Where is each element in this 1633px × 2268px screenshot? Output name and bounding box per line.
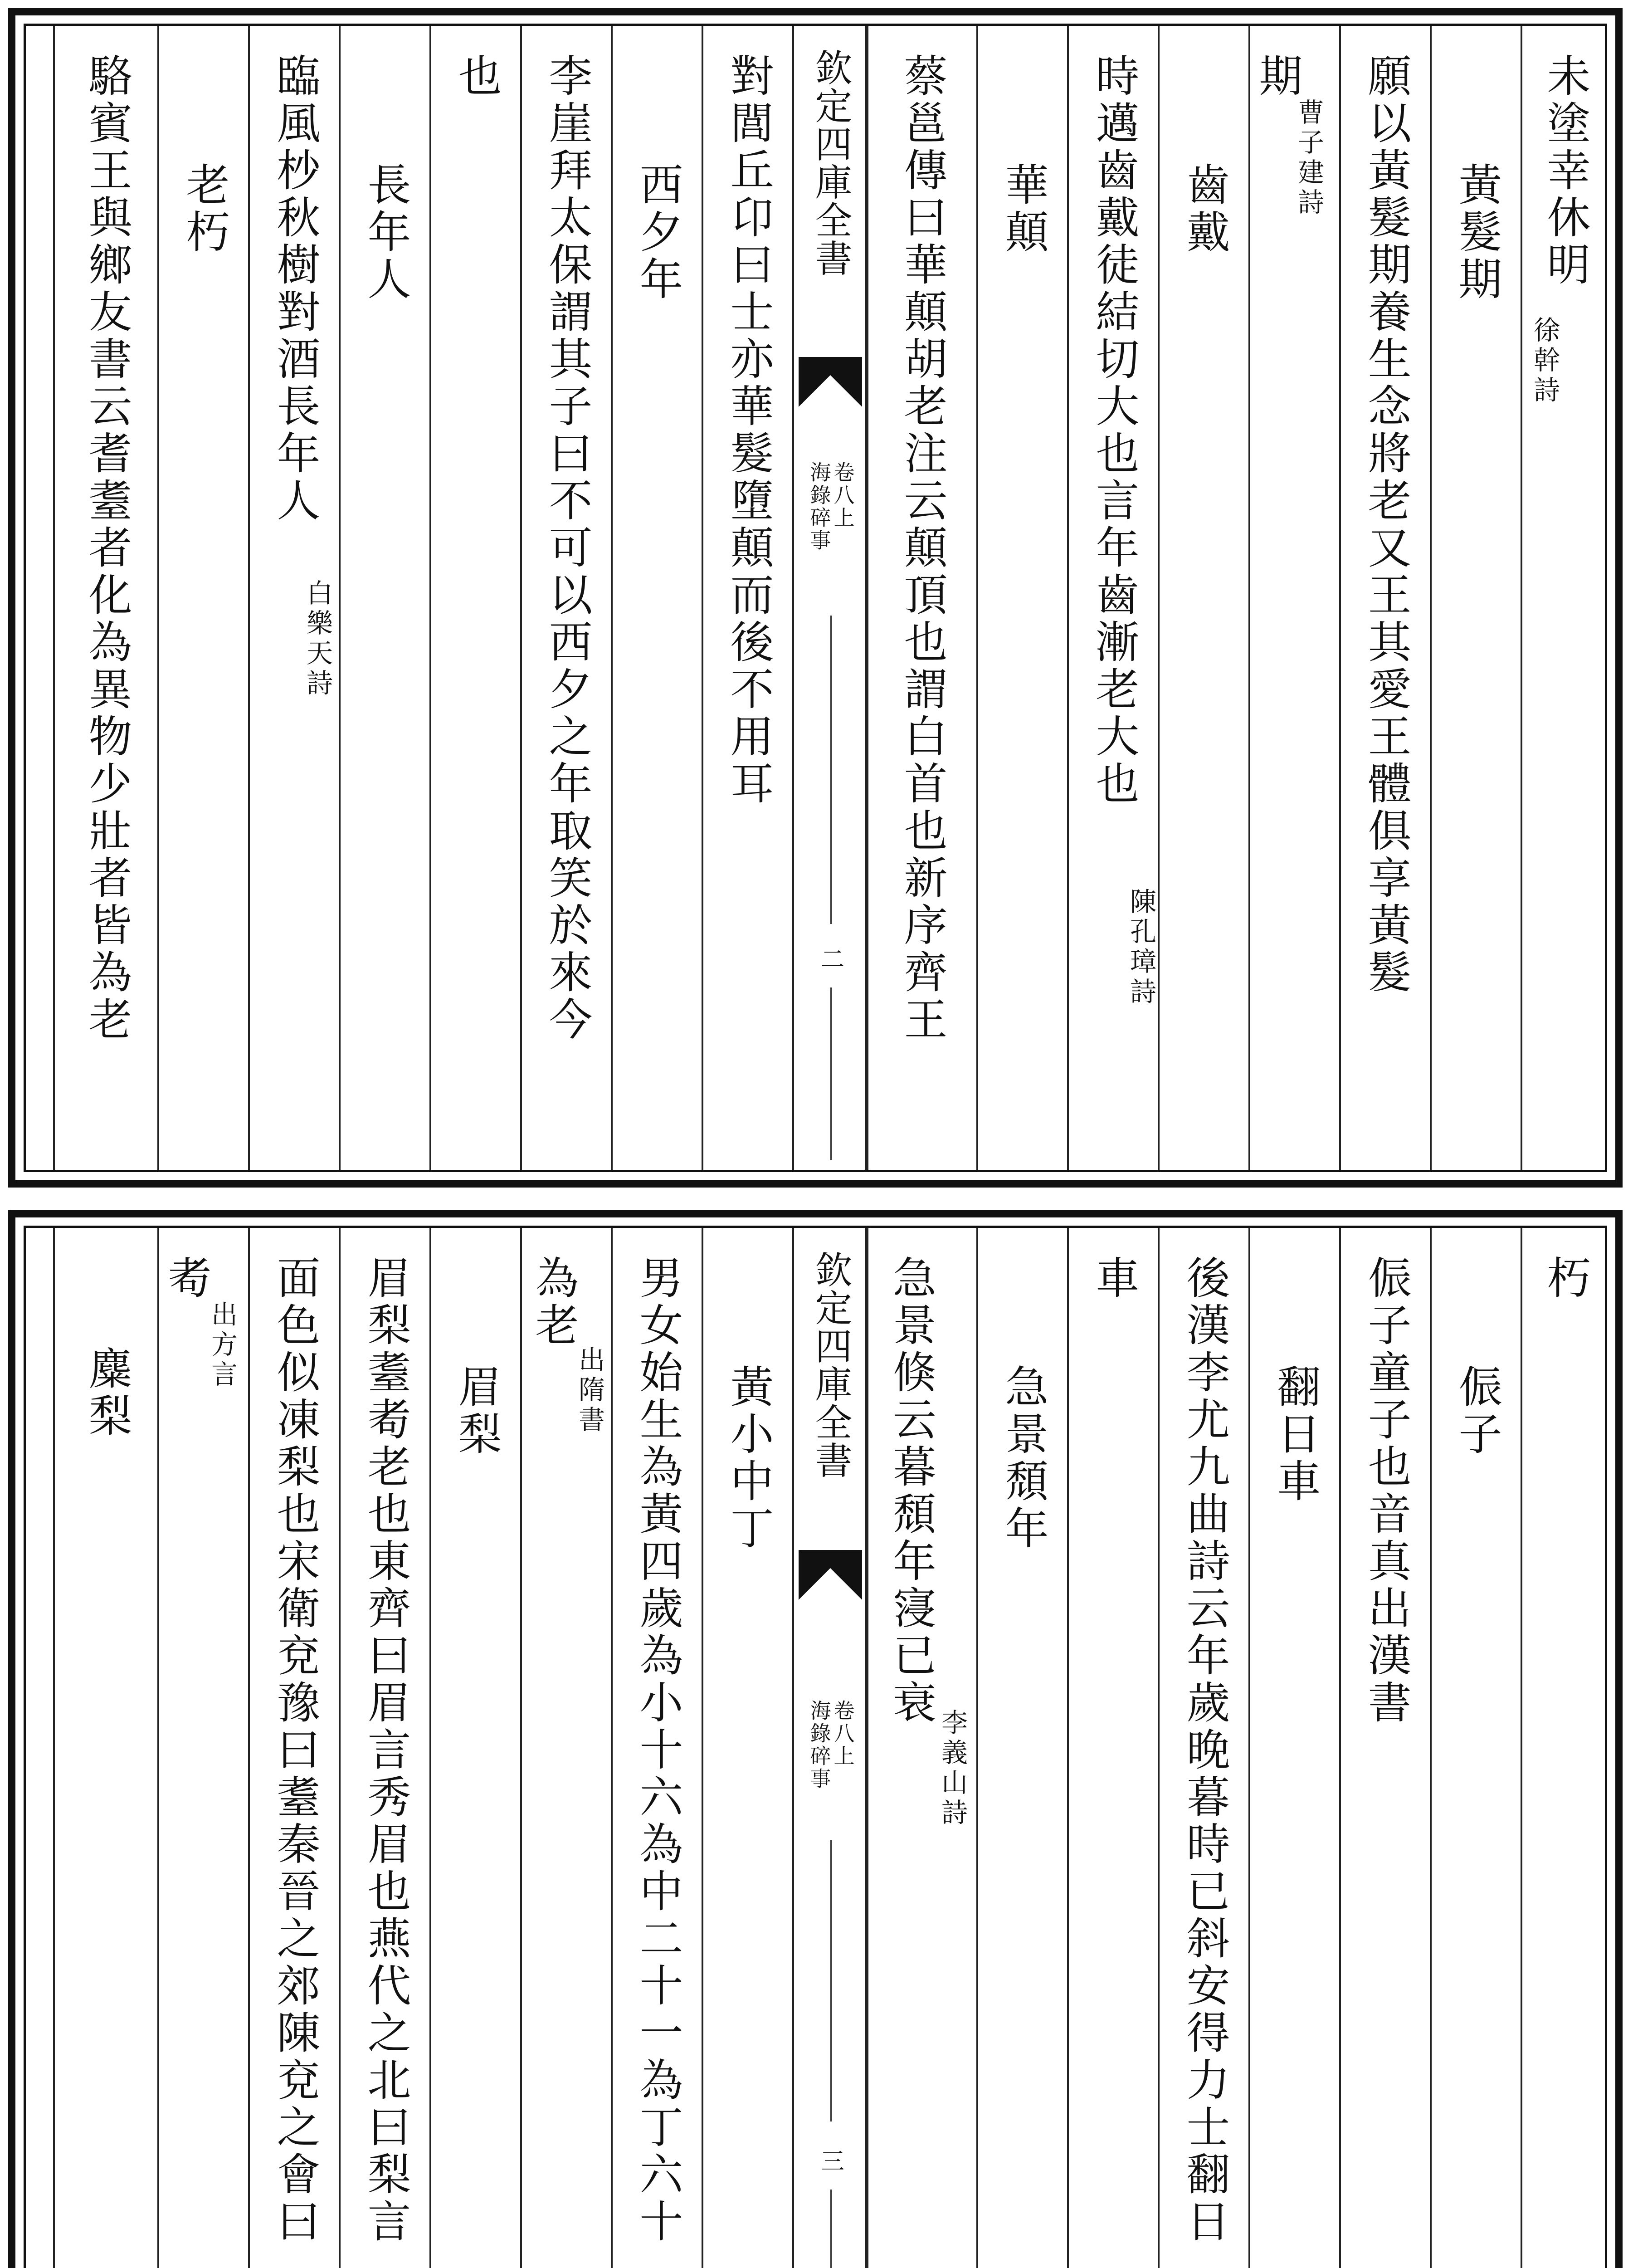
lower-page-frame <box>24 1226 1607 2268</box>
column-3 <box>1339 1228 1432 2268</box>
column-text: 臨風杪秋樹對酒長年人 <box>270 53 321 525</box>
strip-page-number: 二 <box>816 947 844 970</box>
column-11 <box>520 26 613 1170</box>
strip-title: 欽定四庫全書 <box>809 1251 853 1479</box>
column-text: 蔡邕傳曰華顛胡老注云顛頂也謂白首也新序齊王 <box>897 53 948 1044</box>
column-6 <box>1067 26 1160 1170</box>
column-text: 麋梨 <box>82 1346 132 1440</box>
column-2 <box>1430 1228 1522 2268</box>
column-text: 願以黃髮期養生念將老又王其愛王體俱享黃髮 <box>1361 53 1412 997</box>
column-text: 侲子童子也音真出漢書 <box>1361 1255 1412 1727</box>
strip-volume: 卷八上 <box>830 1700 855 1768</box>
column-13 <box>339 26 431 1170</box>
column-note: 曹子建詩 <box>1293 98 1324 218</box>
column-text: 為老 <box>528 1255 579 1349</box>
column-10 <box>611 1228 703 2268</box>
column-text: 齒戴 <box>1180 162 1230 256</box>
upper-page-frame <box>24 24 1607 1172</box>
column-4 <box>1248 26 1341 1170</box>
column-9 <box>702 1228 794 2268</box>
column-text: 長年人 <box>361 162 411 303</box>
column-9 <box>702 26 794 1170</box>
column-note: 李義山詩 <box>937 1709 968 1828</box>
column-1 <box>1521 26 1609 1170</box>
lower-page <box>8 1210 1623 2268</box>
column-4 <box>1248 1228 1341 2268</box>
column-6 <box>1067 1228 1160 2268</box>
column-note: 白樂天詩 <box>302 579 333 699</box>
column-note: 出隋書 <box>574 1346 605 1436</box>
column-text: 期 <box>1252 53 1303 100</box>
strip-divider <box>830 987 832 1160</box>
column-text: 翻日車 <box>1270 1364 1321 1505</box>
strip-page-number: 三 <box>816 2149 844 2172</box>
column-text: 未塗幸休明 <box>1540 53 1591 289</box>
column-8 <box>865 26 978 1170</box>
column-text: 車 <box>1089 1255 1140 1302</box>
column-text: 男女始生為黃四歲為小十六為中二十一為丁六十 <box>633 1255 683 2246</box>
strip-divider <box>830 1840 832 2121</box>
column-text: 黃髮期 <box>1452 162 1502 303</box>
strip-book: 海錄碎事 <box>807 461 832 552</box>
fishtail-mark-icon <box>799 357 862 407</box>
column-text: 對閭丘卬曰士亦華髮墮顛而後不用耳 <box>723 53 774 808</box>
column-14 <box>248 1228 341 2268</box>
upper-page <box>8 8 1623 1188</box>
column-text: 面色似凍梨也宋衛兗豫曰耋秦晉之郊陳兗之會曰 <box>270 1255 321 2246</box>
column-text: 急景頹年 <box>998 1364 1049 1553</box>
column-text: 眉梨 <box>451 1364 502 1458</box>
strip-divider <box>830 2190 832 2268</box>
fishtail-mark-icon <box>799 1550 862 1600</box>
column-15 <box>157 26 250 1170</box>
column-10 <box>611 26 703 1170</box>
column-14 <box>248 26 341 1170</box>
column-16 <box>53 1228 159 2268</box>
column-5 <box>1158 1228 1250 2268</box>
strip-volume: 卷八上 <box>830 461 855 529</box>
center-strip <box>792 26 868 1170</box>
column-text: 駱賓王與鄉友書云耆耋者化為異物少壯者皆為老 <box>82 53 132 1044</box>
column-text: 侲子 <box>1452 1364 1502 1458</box>
column-text: 耇 <box>161 1255 212 1302</box>
column-5 <box>1158 26 1250 1170</box>
column-3 <box>1339 26 1432 1170</box>
column-text: 老朽 <box>179 162 230 256</box>
column-note: 徐幹詩 <box>1529 316 1560 406</box>
strip-book: 海錄碎事 <box>807 1700 832 1790</box>
column-7 <box>976 1228 1069 2268</box>
column-text: 時邁齒戴徒結切大也言年齒漸老大也 <box>1089 53 1140 808</box>
column-text: 也 <box>451 53 502 100</box>
column-2 <box>1430 26 1522 1170</box>
column-1 <box>1521 1228 1609 2268</box>
column-8 <box>865 1228 978 2268</box>
column-7 <box>976 26 1069 1170</box>
column-13 <box>339 1228 431 2268</box>
column-text: 黃小中丁 <box>723 1364 774 1553</box>
column-11 <box>520 1228 613 2268</box>
column-text: 華顛 <box>998 162 1049 256</box>
column-12 <box>429 1228 522 2268</box>
column-text: 眉梨耋耇老也東齊曰眉言秀眉也燕代之北曰梨言 <box>361 1255 411 2246</box>
column-note: 陳孔璋詩 <box>1126 888 1156 1007</box>
column-note: 出方言 <box>207 1300 238 1390</box>
column-text: 朽 <box>1540 1255 1591 1302</box>
column-12 <box>429 26 522 1170</box>
column-16 <box>53 26 159 1170</box>
column-text: 急景倏云暮頹年寖已衰 <box>886 1255 937 1727</box>
column-15 <box>157 1228 250 2268</box>
strip-divider <box>830 616 832 924</box>
strip-title: 欽定四庫全書 <box>809 49 853 277</box>
center-strip <box>792 1228 868 2268</box>
column-text: 後漢李尤九曲詩云年歲晚暮時已斜安得力士翻日 <box>1180 1255 1230 2246</box>
column-text: 西夕年 <box>633 162 683 303</box>
column-text: 李崖拜太保謂其子曰不可以西夕之年取笑於來今 <box>542 53 593 1044</box>
